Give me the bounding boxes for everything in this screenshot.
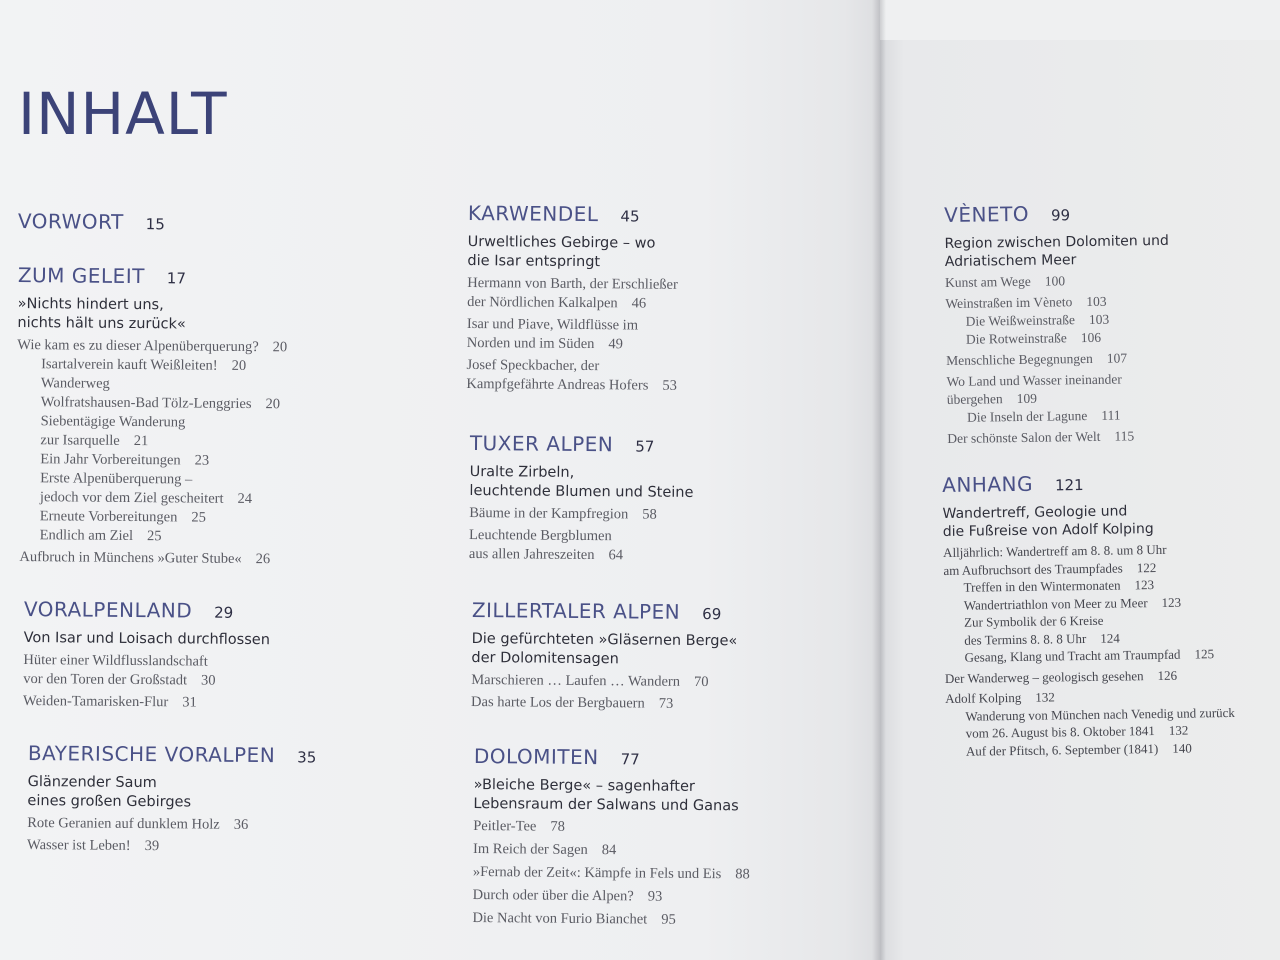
chapter-page: 29 — [214, 603, 234, 622]
entry-text: Weinstraßen im Vèneto — [945, 294, 1073, 311]
entry-text: Marschieren … Laufen … Wandern — [471, 671, 681, 690]
toc-entry — [945, 269, 1275, 292]
chapter-title: VÈNETO — [944, 201, 1030, 227]
entry-text: Menschliche Begegnungen — [946, 350, 1093, 368]
entry-page: 100 — [1044, 273, 1066, 289]
entry-page: 23 — [194, 452, 210, 469]
entry-page: 21 — [133, 433, 149, 450]
entry-page: 93 — [647, 888, 663, 905]
chapter-title: ANHANG — [942, 471, 1034, 497]
entry-text: Durch oder über die Alpen? — [472, 886, 634, 905]
entry-text: Kunst am Wege — [945, 273, 1031, 290]
entry-page: 53 — [662, 377, 677, 394]
entry-text: Wo Land und Wasser ineinander übergehen — [946, 371, 1122, 407]
chapter-title: DOLOMITEN — [473, 743, 599, 770]
entry-page: 58 — [642, 506, 657, 523]
entry-text: Wie kam es zu dieser Alpenüberquerung? — [17, 336, 259, 356]
entry-list — [466, 274, 867, 397]
entry-page: 36 — [233, 816, 249, 833]
entry-page: 39 — [144, 838, 160, 855]
entry-page: 122 — [1136, 559, 1157, 575]
toc-entry — [945, 703, 1275, 743]
toc-entry — [471, 671, 871, 693]
entry-page: 26 — [255, 551, 271, 568]
chapter-page: 99 — [1050, 206, 1071, 225]
entry-text: Wanderweg Wolfratshausen-Bad Tölz-Lenggries — [40, 375, 252, 413]
toc-entry — [947, 404, 1277, 427]
entry-page: 73 — [658, 695, 674, 712]
chapter-heading — [28, 740, 428, 771]
entry-page: 132 — [1035, 689, 1055, 705]
entry-text: Isar und Piave, Wildflüsse im Norden und im Süden — [466, 315, 639, 353]
toc-entry — [23, 651, 423, 692]
toc-entry — [946, 368, 1276, 409]
chapter-subtitle: Wandertreff, Geologie und die Fußreise von Adolf Kolping — [942, 503, 1154, 540]
entry-page: 20 — [272, 339, 288, 356]
toc-entry — [467, 315, 867, 356]
entry-page: 124 — [1100, 630, 1120, 646]
entry-text: Aufbruch in Münchens »Guter Stube« — [19, 549, 242, 567]
entry-page: 132 — [1168, 722, 1189, 738]
toc-entry — [944, 609, 1274, 649]
entry-page: 125 — [1194, 646, 1215, 662]
toc-entry — [15, 548, 415, 570]
entry-list — [15, 336, 417, 570]
chapter-heading — [18, 262, 418, 293]
toc-entry — [467, 274, 867, 315]
toc-entry — [943, 539, 1273, 579]
section-veneto — [944, 197, 1277, 448]
entry-list — [943, 539, 1276, 760]
entry-text: Die Rotweinstraße — [965, 330, 1067, 347]
chapter-heading — [472, 597, 872, 628]
toc-entry — [471, 693, 871, 715]
entry-page: 95 — [661, 911, 676, 928]
chapter-title: TUXER ALPEN — [469, 430, 614, 457]
section-voralpenland — [23, 596, 424, 714]
chapter-subtitle: Region zwischen Dolomiten und Adriatischem Meer — [944, 232, 1169, 270]
toc-entry — [946, 347, 1276, 370]
chapter-page: 35 — [297, 748, 317, 767]
entry-page: 123 — [1134, 577, 1155, 593]
entry-text: Alljährlich: Wandertreff am 8. 8. um 8 Uhr am Aufbruchsort des Traumpfades — [943, 541, 1167, 578]
entry-text: Adolf Kolping — [945, 689, 1022, 706]
entry-text: Die Nacht von Furio Bianchet — [472, 909, 648, 928]
chapter-page: 17 — [166, 269, 187, 288]
chapter-heading — [470, 430, 870, 461]
chapter-title: ZUM GELEIT — [17, 262, 145, 289]
entry-text: Josef Speckbacher, der Kampfgefährte Andreas Hofers — [466, 356, 649, 394]
entry-page: 20 — [231, 357, 247, 374]
book-gutter — [872, 0, 886, 960]
entry-page: 111 — [1101, 407, 1121, 423]
entry-text: Wasser ist Leben! — [27, 836, 131, 854]
entry-text: Erneute Vorbereitungen — [39, 508, 178, 526]
entry-page: 20 — [265, 396, 281, 413]
entry-text: Hermann von Barth, der Erschließer der Nördlichen Kalkalpen — [467, 274, 678, 312]
chapter-page: 15 — [145, 215, 165, 234]
entry-text: Auf der Pfitsch, 6. September (1841) — [965, 740, 1159, 759]
page-title: INHALT — [18, 80, 228, 148]
entry-page: 46 — [631, 295, 647, 312]
chapter-title: BAYERISCHE VORALPEN — [27, 740, 276, 768]
chapter-heading — [24, 596, 424, 627]
entry-page: 107 — [1106, 350, 1128, 366]
entry-text: Zur Symbolik der 6 Kreise des Termins 8. 8. 8 Uhr — [963, 612, 1104, 648]
entry-page: 49 — [608, 336, 623, 353]
chapter-subtitle: »Nichts hindert uns, nichts hält uns zurück« — [17, 295, 186, 333]
chapter-page: 69 — [702, 605, 722, 624]
entry-page: 103 — [1088, 311, 1110, 327]
entry-text: Der Wanderweg – geologisch gesehen — [944, 667, 1144, 686]
entry-text: Das harte Los der Bergbauern — [471, 693, 645, 712]
section-tuxer-alpen — [469, 430, 870, 567]
entry-text: »Fernab der Zeit«: Kämpfe in Fels und Eis — [472, 863, 722, 883]
toc-entry — [473, 886, 873, 908]
toc-entry — [466, 356, 866, 397]
chapter-heading — [942, 467, 1272, 500]
entry-page: 64 — [608, 547, 624, 564]
chapter-page: 57 — [635, 437, 655, 456]
toc-entry — [17, 374, 417, 415]
entry-text: Wandertriathlon von Meer zu Meer — [963, 594, 1148, 613]
chapter-subtitle: Uralte Zirbeln, leuchtende Blumen und Steine — [469, 463, 694, 501]
entry-page: 126 — [1157, 667, 1178, 683]
toc-entry — [472, 909, 872, 931]
toc-entry — [473, 863, 873, 885]
chapter-heading — [18, 208, 165, 237]
entry-page: 84 — [601, 842, 617, 859]
chapter-title: ZILLERTALER ALPEN — [471, 597, 681, 624]
toc-entry — [23, 692, 423, 714]
chapter-subtitle: Die gefürchteten »Gläsernen Berge« der Dolomitensagen — [471, 630, 738, 668]
entry-page: 109 — [1016, 390, 1038, 407]
entry-page: 24 — [237, 490, 253, 508]
entry-text: Ein Jahr Vorbereitungen — [40, 451, 181, 469]
section-karwendel — [466, 200, 868, 397]
chapter-page: 121 — [1054, 476, 1084, 495]
entry-page: 30 — [201, 672, 216, 689]
toc-entry — [16, 469, 416, 510]
entry-list — [471, 671, 871, 715]
entry-text: Wanderung von München nach Venedig und zurück vom 26. August bis 8. Oktober 1841 — [965, 704, 1235, 741]
entry-text: Gesang, Klang und Tracht am Traumpfad — [964, 646, 1181, 665]
entry-page: 31 — [182, 694, 197, 711]
entry-text: Leuchtende Bergblumen aus allen Jahreszeiten — [468, 526, 612, 564]
chapter-heading — [468, 200, 868, 231]
entry-text: Siebentägige Wanderung zur Isarquelle — [40, 413, 186, 449]
toc-entry — [469, 526, 869, 567]
entry-text: Isartalverein kauft Weißleiten! — [41, 356, 218, 374]
entry-text: Bäume in der Kampfregion — [469, 504, 629, 523]
entry-text: Weiden-Tamarisken-Flur — [23, 692, 169, 711]
entry-page: 25 — [146, 528, 162, 545]
section-zum-geleit — [15, 262, 418, 570]
entry-text: Rote Geranien auf dunklem Holz — [27, 814, 220, 833]
entry-list — [469, 504, 870, 567]
section-zillertaler-alpen — [471, 597, 872, 715]
toc-entry — [944, 644, 1274, 666]
section-anhang — [942, 467, 1276, 760]
chapter-subtitle: Von Isar und Loisach durchflossen — [23, 629, 271, 649]
toc-entry — [16, 526, 416, 548]
section-vorwort — [18, 208, 165, 237]
chapter-subtitle: Urweltliches Gebirge – wo die Isar entspringt — [467, 233, 656, 271]
toc-entry — [473, 817, 873, 839]
toc-entry — [27, 836, 427, 858]
entry-text: Erste Alpenüberquerung – jedoch vor dem Ziel gescheitert — [39, 470, 224, 507]
entry-list — [27, 814, 427, 858]
chapter-title: VORWORT — [17, 208, 124, 234]
chapter-title: VORALPENLAND — [23, 596, 193, 623]
entry-page: 106 — [1080, 329, 1102, 346]
entry-list — [472, 817, 873, 931]
entry-page: 88 — [735, 866, 750, 883]
section-bayerische-voralpen — [27, 740, 428, 858]
entry-text: Endlich am Ziel — [39, 527, 134, 545]
entry-page: 25 — [191, 509, 206, 526]
entry-text: Im Reich der Sagen — [473, 840, 588, 858]
section-dolomiten — [472, 743, 874, 931]
entry-text: Hüter einer Wildflusslandschaft vor den Toren der Großstadt — [23, 651, 208, 689]
entry-page: 123 — [1161, 594, 1182, 610]
chapter-page: 77 — [620, 750, 640, 769]
entry-text: Die Weißweinstraße — [965, 312, 1076, 329]
chapter-heading — [944, 197, 1274, 230]
entry-list — [23, 651, 424, 714]
chapter-page: 45 — [620, 207, 640, 226]
chapter-subtitle: »Bleiche Berge« – sagenhafter Lebensraum der Salwans und Ganas — [473, 776, 739, 815]
chapter-subtitle: Glänzender Saum eines großen Gebirges — [27, 773, 192, 811]
toc-entry — [946, 326, 1276, 349]
entry-text: Die Inseln der Lagune — [966, 408, 1088, 425]
entry-text: Treffen in den Wintermonaten — [963, 577, 1121, 595]
entry-page: 103 — [1086, 293, 1107, 310]
entry-page: 70 — [693, 673, 709, 691]
entry-page: 140 — [1172, 740, 1192, 756]
entry-list — [945, 269, 1277, 448]
toc-entry — [469, 504, 869, 526]
toc-entry — [27, 814, 427, 836]
toc-entry — [16, 412, 416, 453]
chapter-heading — [474, 743, 874, 774]
chapter-title: KARWENDEL — [467, 200, 599, 227]
entry-text: Der schönste Salon der Welt — [947, 428, 1101, 446]
toc-entry — [473, 840, 873, 862]
entry-text: Peitler-Tee — [473, 817, 537, 835]
toc-entry — [945, 665, 1275, 687]
entry-page: 78 — [550, 818, 565, 835]
entry-page: 115 — [1114, 428, 1135, 444]
